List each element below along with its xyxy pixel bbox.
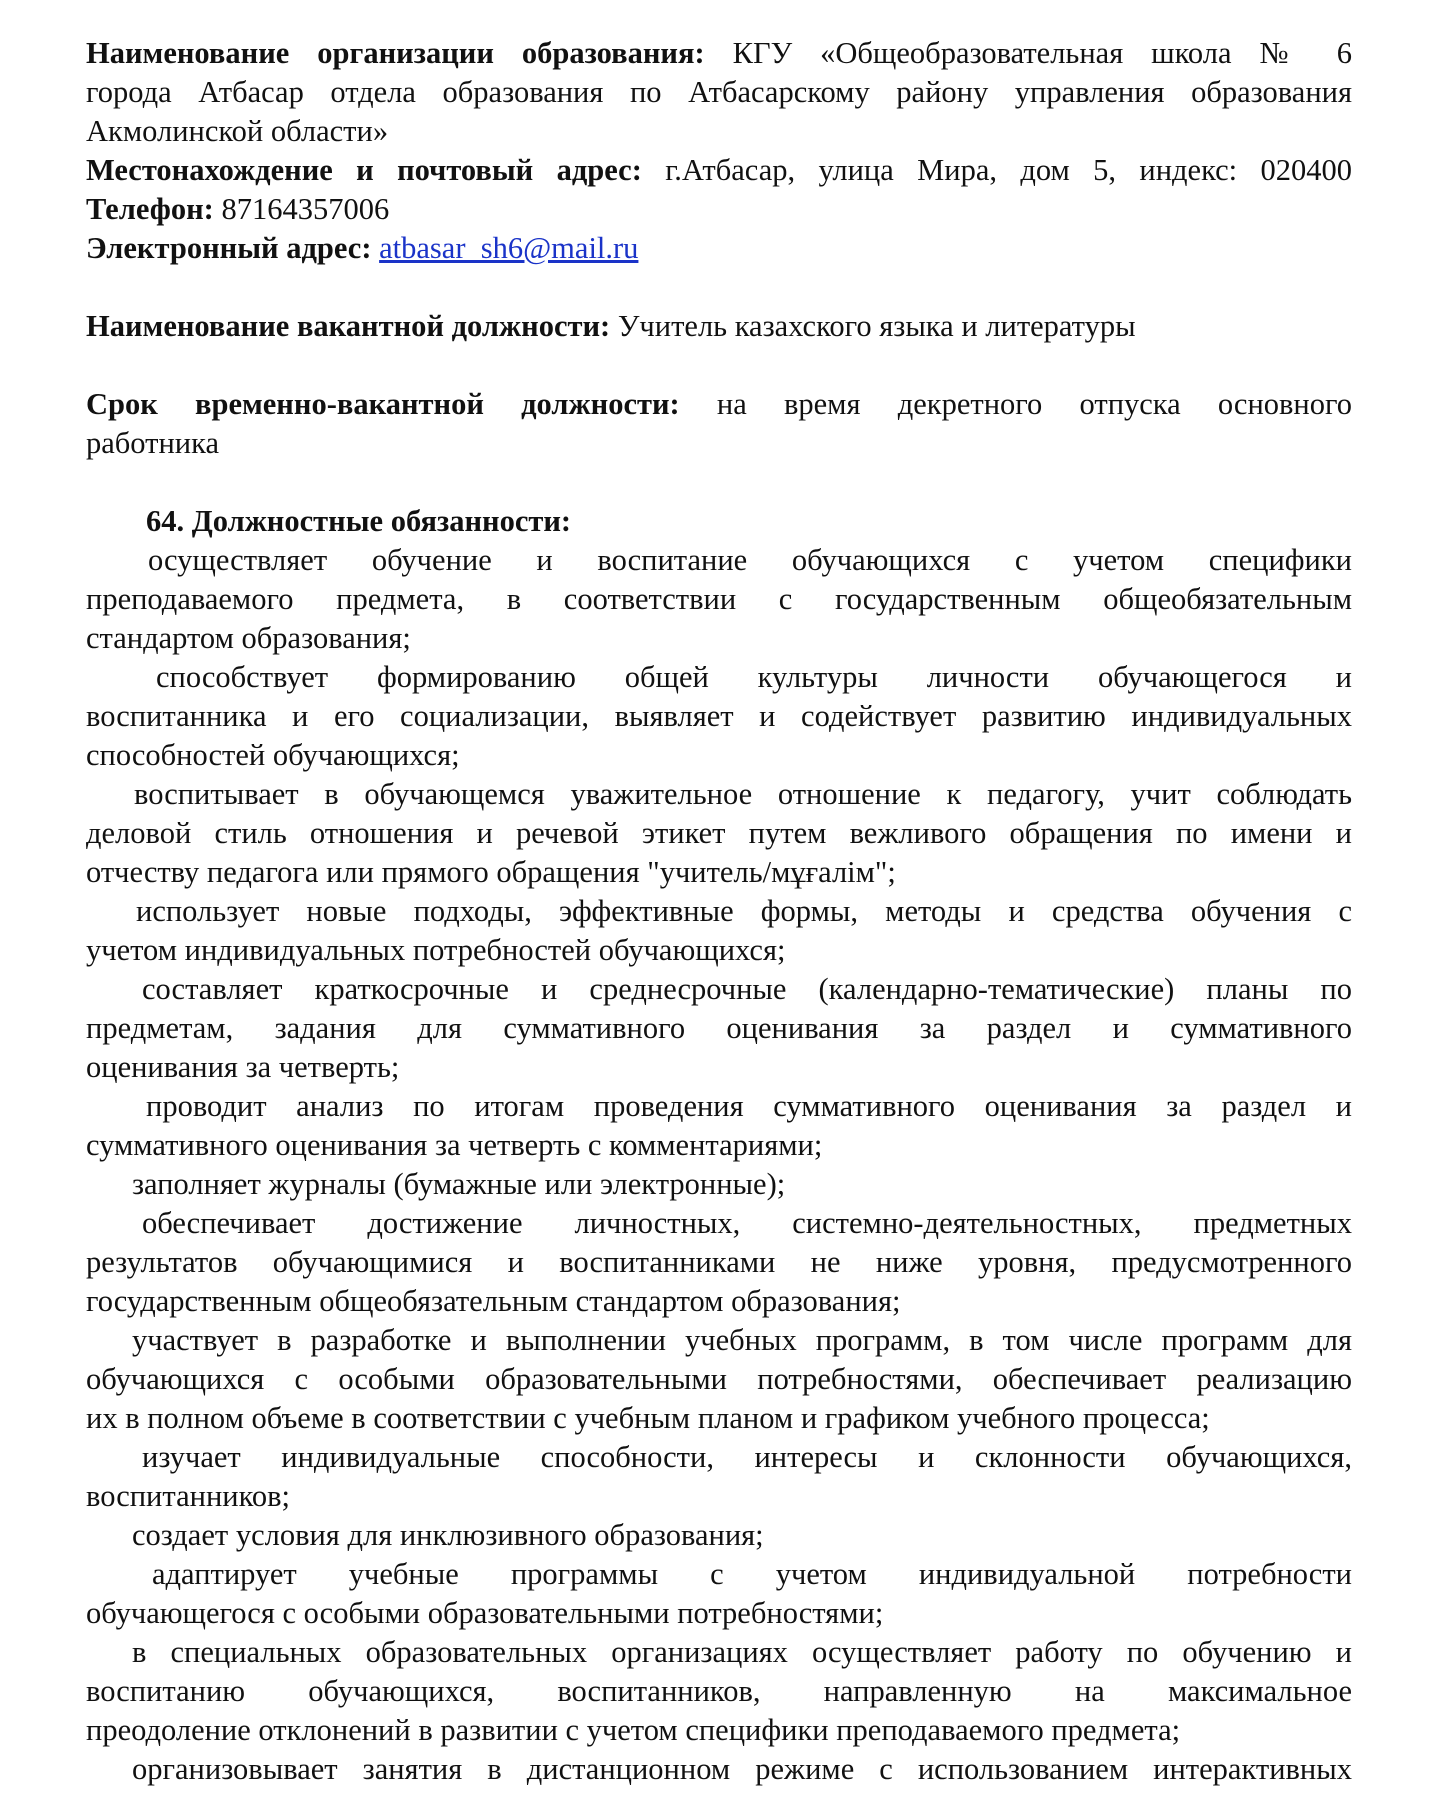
document-page <box>86 34 1352 1789</box>
duty-item <box>86 970 1352 1087</box>
vacancy-row <box>86 307 1352 346</box>
duty-line: осуществляет обучение и воспитание обучающихся с учетом специфики <box>148 543 1352 577</box>
duty-line: воспитанию обучающихся, воспитанников, направленную на максимальное <box>86 1674 1352 1708</box>
duty-item <box>86 1633 1352 1750</box>
org-block <box>86 34 1352 151</box>
vacancy-value: Учитель казахского языка и литературы <box>617 309 1136 343</box>
duty-line: воспитывает в обучающемся уважительное отношение к педагогу, учит соблюдать <box>134 777 1352 811</box>
duty-line: воспитанников; <box>86 1479 290 1513</box>
duty-item <box>86 658 1352 775</box>
duty-line: результатов обучающимися и воспитанниками не ниже уровня, предусмотренного <box>86 1245 1352 1279</box>
email-label: Электронный адрес: <box>86 231 372 265</box>
duty-line: суммативного оценивания за четверть с комментариями; <box>86 1128 823 1162</box>
term-row <box>86 385 1352 424</box>
duty-line: обучающихся с особыми образовательными потребностями, обеспечивает реализацию <box>86 1362 1352 1396</box>
duty-item <box>86 1750 1352 1789</box>
phone-label: Телефон: <box>86 192 214 226</box>
spacer <box>86 346 1352 385</box>
org-line-1 <box>86 34 1352 73</box>
duty-item <box>86 775 1352 892</box>
duty-item <box>86 1087 1352 1165</box>
duty-line: государственным общеобязательным стандартом образования; <box>86 1284 901 1318</box>
spacer <box>86 268 1352 307</box>
address-row <box>86 151 1352 190</box>
email-row <box>86 229 1352 268</box>
duty-line: учетом индивидуальных потребностей обучающихся; <box>86 933 786 967</box>
duty-line: проводит анализ по итогам проведения суммативного оценивания за раздел и <box>146 1089 1352 1123</box>
duty-line: воспитанника и его социализации, выявляет и содействует развитию индивидуальных <box>86 699 1352 733</box>
duty-line: отчеству педагога или прямого обращения "учитель/мұғалім"; <box>86 855 896 889</box>
term-value-1: на время декретного отпуска основного <box>716 387 1353 421</box>
email-link[interactable]: atbasar_sh6@mail.ru <box>379 231 639 265</box>
address-label: Местонахождение и почтовый адрес: <box>86 153 642 187</box>
duty-line: адаптирует учебные программы с учетом индивидуальной потребности <box>152 1557 1352 1591</box>
duty-line: организовывает занятия в дистанционном режиме с использованием интерактивных <box>132 1752 1352 1786</box>
duty-line: заполняет журналы (бумажные или электронные); <box>132 1167 786 1201</box>
duty-item <box>86 1516 1352 1555</box>
duty-item <box>86 1321 1352 1438</box>
duty-line: способностей обучающихся; <box>86 738 460 772</box>
org-label: Наименование организации образования: <box>86 36 705 70</box>
term-label: Срок временно-вакантной должности: <box>86 387 680 421</box>
term-value-2: работника <box>86 426 220 460</box>
org-line-2: города Атбасар отдела образования по Атбасарскому району управления образования <box>86 75 1352 109</box>
duty-line: составляет краткосрочные и среднесрочные (календарно-тематические) планы по <box>142 972 1352 1006</box>
duty-item <box>86 892 1352 970</box>
duty-line: оценивания за четверть; <box>86 1050 400 1084</box>
org-value-1: КГУ «Общеобразовательная школа № 6 <box>732 36 1353 70</box>
duty-item <box>86 541 1352 658</box>
duty-item <box>86 1204 1352 1321</box>
duty-item <box>86 1555 1352 1633</box>
duty-line: изучает индивидуальные способности, интересы и склонности обучающихся, <box>142 1440 1352 1474</box>
duty-line: способствует формированию общей культуры личности обучающегося и <box>156 660 1352 694</box>
duty-line: преодоление отклонений в развитии с учетом специфики преподаваемого предмета; <box>86 1713 1181 1747</box>
duties-list <box>86 541 1352 1789</box>
duty-line: использует новые подходы, эффективные формы, методы и средства обучения с <box>136 894 1352 928</box>
org-line-3: Акмолинской области» <box>86 114 389 148</box>
duty-line: обучающегося с особыми образовательными потребностями; <box>86 1596 884 1630</box>
duty-line: создает условия для инклюзивного образования; <box>132 1518 764 1552</box>
duty-line: преподаваемого предмета, в соответствии с государственным общеобязательным <box>86 582 1352 616</box>
duty-line: стандартом образования; <box>86 621 411 655</box>
duty-line: деловой стиль отношения и речевой этикет путем вежливого обращения по имени и <box>86 816 1352 850</box>
duties-heading: 64. Должностные обязанности: <box>146 504 572 538</box>
duty-item <box>86 1165 1352 1204</box>
duty-line: в специальных образовательных организациях осуществляет работу по обучению и <box>132 1635 1352 1669</box>
address-value: г.Атбасар, улица Мира, дом 5, индекс: 020400 <box>665 153 1353 187</box>
duty-line: их в полном объеме в соответствии с учебным планом и графиком учебного процесса; <box>86 1401 1210 1435</box>
duty-line: участвует в разработке и выполнении учебных программ, в том числе программ для <box>132 1323 1352 1357</box>
vacancy-label: Наименование вакантной должности: <box>86 309 611 343</box>
spacer <box>86 463 1352 502</box>
phone-value: 87164357006 <box>221 192 390 226</box>
duty-line: обеспечивает достижение личностных, системно-деятельностных, предметных <box>142 1206 1352 1240</box>
duty-item <box>86 1438 1352 1516</box>
phone-row <box>86 190 1352 229</box>
duty-line: предметам, задания для суммативного оценивания за раздел и суммативного <box>86 1011 1352 1045</box>
